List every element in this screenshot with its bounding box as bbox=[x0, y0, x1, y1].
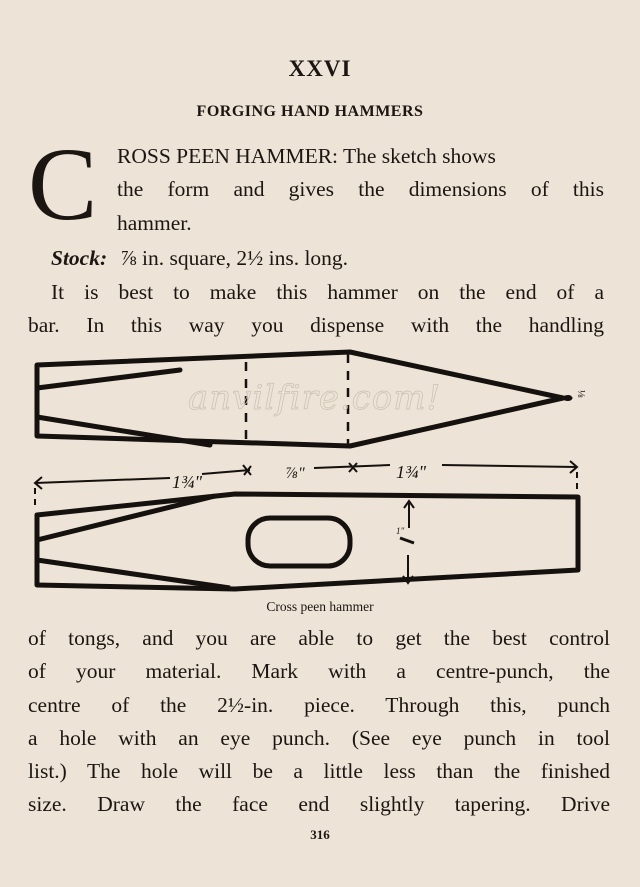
intro-line-3: hammer. bbox=[117, 211, 192, 235]
dimension-height: 1" bbox=[396, 526, 405, 536]
para2-line-1: of tongs, and you are able to get the best control bbox=[28, 626, 610, 650]
intro-line-1: ROSS PEEN HAMMER: The sketch shows bbox=[117, 144, 496, 168]
dimension-middle: ⅞" bbox=[286, 465, 305, 482]
page-number: 316 bbox=[310, 827, 330, 842]
stock-text: ⅞ in. square, 2½ ins. long. bbox=[120, 246, 349, 270]
intro-line-2: the form and gives the dimensions of this bbox=[117, 177, 604, 201]
para2-line-4: a hole with an eye punch. (See eye punch in tool bbox=[28, 726, 610, 750]
para1-line-2: bar. In this way you dispense with the handling bbox=[28, 313, 604, 337]
stock-line bbox=[51, 245, 348, 271]
figure-caption: Cross peen hammer bbox=[266, 599, 374, 614]
chapter-title: FORGING HAND HAMMERS bbox=[196, 103, 424, 120]
para2-line-3: centre of the 2½-in. piece. Through this, punch bbox=[28, 693, 610, 717]
dimension-left: 1¾" bbox=[172, 472, 203, 492]
para1-line-1: It is best to make this hammer on the end of a bbox=[51, 280, 604, 304]
para2-line-5: list.) The hole will be a little less than the finished bbox=[28, 759, 610, 783]
drop-cap: C bbox=[28, 127, 98, 242]
chapter-number: XXVI bbox=[288, 56, 352, 81]
peen-tip-dimension: ⅛ bbox=[575, 390, 586, 398]
watermark: anvilfire.com! bbox=[188, 378, 442, 418]
stock-label: Stock: bbox=[51, 246, 108, 270]
para2-line-6: size. Draw the face end slightly tapering. Drive bbox=[28, 792, 610, 816]
dimension-right: 1¾" bbox=[396, 462, 427, 482]
para2-line-2: of your material. Mark with a centre-punch, the bbox=[28, 659, 610, 683]
